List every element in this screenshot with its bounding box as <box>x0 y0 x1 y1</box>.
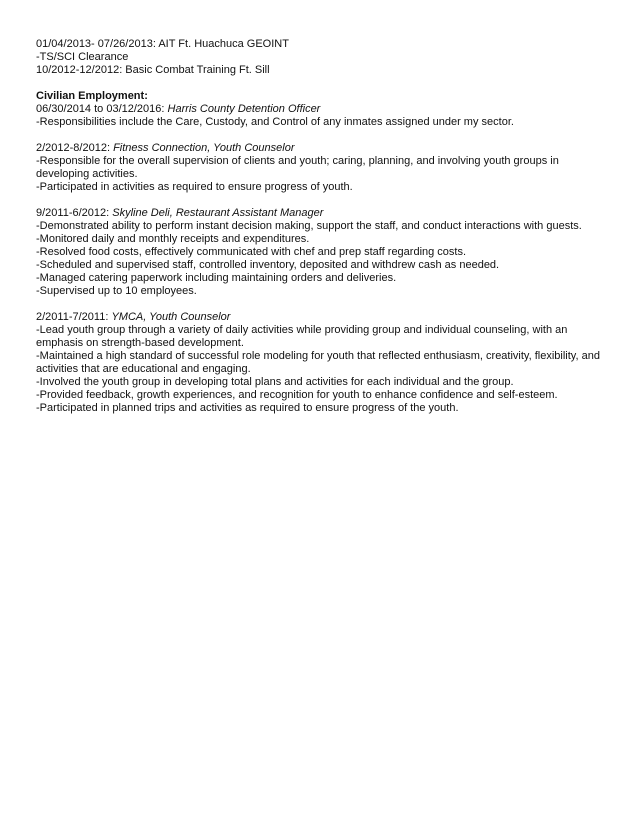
ait-line: 01/04/2013- 07/26/2013: AIT Ft. Huachuca GEOINT <box>36 38 289 50</box>
job-title: Harris County Detention Officer <box>167 103 321 115</box>
job-entry <box>36 311 606 415</box>
job-dates: 06/30/2014 to 03/12/2016: <box>36 103 168 115</box>
spacer <box>36 77 606 90</box>
resume-page <box>36 38 606 415</box>
civilian-heading: Civilian Employment: <box>36 90 148 102</box>
job-duty: -Responsible for the overall supervision of clients and youth; caring, planning, and involving youth groups in developing activities. <box>36 155 559 180</box>
job-header <box>36 142 606 155</box>
job-header <box>36 103 606 116</box>
spacer <box>36 298 606 311</box>
job-duty: -Participated in planned trips and activities as required to ensure progress of the youth. <box>36 402 459 414</box>
basic-training-line: 10/2012-12/2012: Basic Combat Training Ft. Sill <box>36 64 270 76</box>
spacer <box>36 129 606 142</box>
job-duty: -Maintained a high standard of successful role modeling for youth that reflected enthusiasm, creativity, flexibility, and activities that are educational and engaging. <box>36 350 600 375</box>
job-entry <box>36 103 606 129</box>
job-duty: -Monitored daily and monthly receipts and expenditures. <box>36 233 310 245</box>
job-dates: 2/2011-7/2011: <box>36 311 112 323</box>
spacer <box>36 194 606 207</box>
job-title: YMCA, Youth Counselor <box>111 311 231 323</box>
job-duty: -Lead youth group through a variety of daily activities while providing group and individual counseling, with an emphasis on strength-based development. <box>36 324 568 349</box>
job-duty: -Scheduled and supervised staff, controlled inventory, deposited and withdrew cash as needed. <box>36 259 500 271</box>
job-duty: -Resolved food costs, effectively communicated with chef and prep staff regarding costs. <box>36 246 467 258</box>
job-dates: 9/2011-6/2012: <box>36 207 113 219</box>
job-title: Fitness Connection, Youth Counselor <box>113 142 295 154</box>
clearance-line: -TS/SCI Clearance <box>36 51 129 63</box>
job-duty: -Provided feedback, growth experiences, and recognition for youth to enhance confidence and self-esteem. <box>36 389 558 401</box>
job-duty: -Supervised up to 10 employees. <box>36 285 197 297</box>
military-section <box>36 38 606 77</box>
job-duty: -Managed catering paperwork including maintaining orders and deliveries. <box>36 272 397 284</box>
job-duty: -Participated in activities as required to ensure progress of youth. <box>36 181 353 193</box>
job-entry <box>36 142 606 194</box>
job-duty: -Involved the youth group in developing total plans and activities for each individual and the group. <box>36 376 514 388</box>
job-duty: -Responsibilities include the Care, Custody, and Control of any inmates assigned under my sector. <box>36 116 514 128</box>
job-duty: -Demonstrated ability to perform instant decision making, support the staff, and conduct interactions with guests. <box>36 220 582 232</box>
job-header <box>36 311 606 324</box>
job-header <box>36 207 606 220</box>
civilian-section <box>36 90 606 415</box>
job-dates: 2/2012-8/2012: <box>36 142 114 154</box>
job-title: Skyline Deli, Restaurant Assistant Manager <box>112 207 324 219</box>
job-entry <box>36 207 606 298</box>
